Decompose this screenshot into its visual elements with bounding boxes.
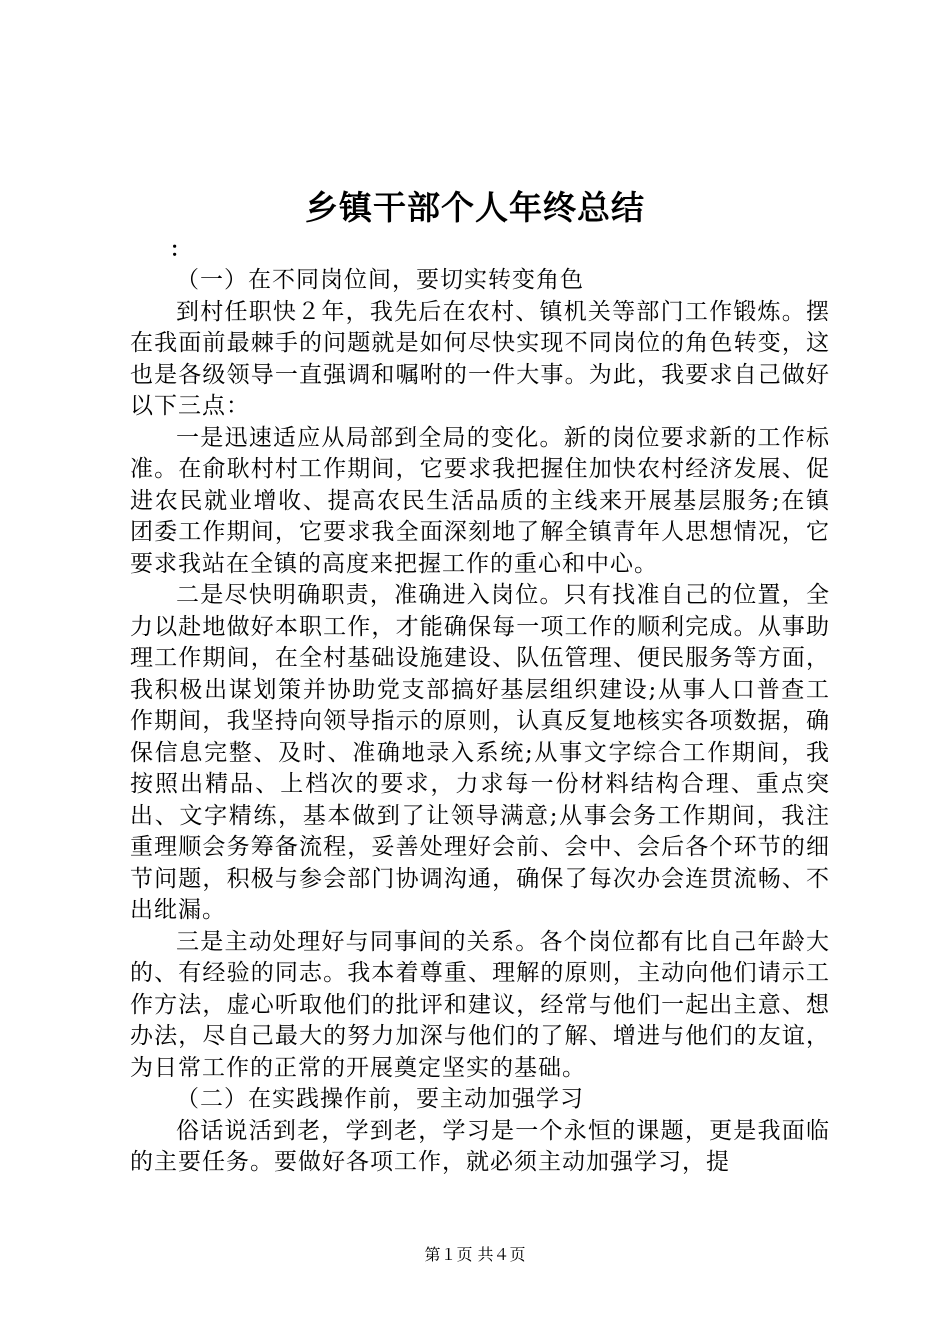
document-title: 乡镇干部个人年终总结: [305, 188, 645, 227]
document-body: [130, 265, 830, 1179]
section-heading-2: （二）在实践操作前，要主动加强学习: [176, 1086, 584, 1112]
page-footer: 第１页 共４页: [424, 1245, 526, 1264]
body-paragraph: 俗话说活到老，学到老，学习是一个永恒的课题，更是我面临的主要任务。要做好各项工作，就必须主动加强学习，提: [130, 1117, 830, 1175]
body-paragraph: 到村任职快２年，我先后在农村、镇机关等部门工作锻炼。摆在我面前最棘手的问题就是如何尽快实现不同岗位的角色转变，这也是各级领导一直强调和嘱咐的一件大事。为此，我要求自己做好以下三点：: [130, 298, 830, 419]
body-paragraph: 二是尽快明确职责，准确进入岗位。只有找准自己的位置，全力以赴地做好本职工作，才能确保每一项工作的顺利完成。从事助理工作期间，在全村基础设施建设、队伍管理、便民服务等方面，我积极出谋划策并协助党支部搞好基层组织建设;从事人口普查工作期间，我坚持向领导指示的原则，认真反复地核实各项数据，确保信息完整、及时、准确地录入系统;从事文字综合工作期间，我按照出精品、上档次的要求，力求每一份材料结构合理、重点突出、文字精练，基本做到了让领导满意;从事会务工作期间，我注重理顺会务筹备流程，妥善处理好会前、会中、会后各个环节的细节问题，积极与参会部门协调沟通，确保了每次办会连贯流畅、不出纰漏。: [130, 582, 830, 923]
title-colon: ：: [170, 237, 190, 261]
section-heading-1: （一）在不同岗位间，要切实转变角色: [176, 267, 584, 293]
body-paragraph: 一是迅速适应从局部到全局的变化。新的岗位要求新的工作标准。在俞耿村村工作期间，它要求我把握住加快农村经济发展、促进农民就业增收、提高农民生活品质的主线来开展基层服务;在镇团委工作期间，它要求我全面深刻地了解全镇青年人思想情况，它要求我站在全镇的高度来把握工作的重心和中心。: [130, 424, 830, 577]
body-paragraph: 三是主动处理好与同事间的关系。各个岗位都有比自己年龄大的、有经验的同志。我本着尊重、理解的原则，主动向他们请示工作方法，虚心听取他们的批评和建议，经常与他们一起出主意、想办法，尽自己最大的努力加深与他们的了解、增进与他们的友谊，为日常工作的正常的开展奠定坚实的基础。: [130, 928, 830, 1081]
